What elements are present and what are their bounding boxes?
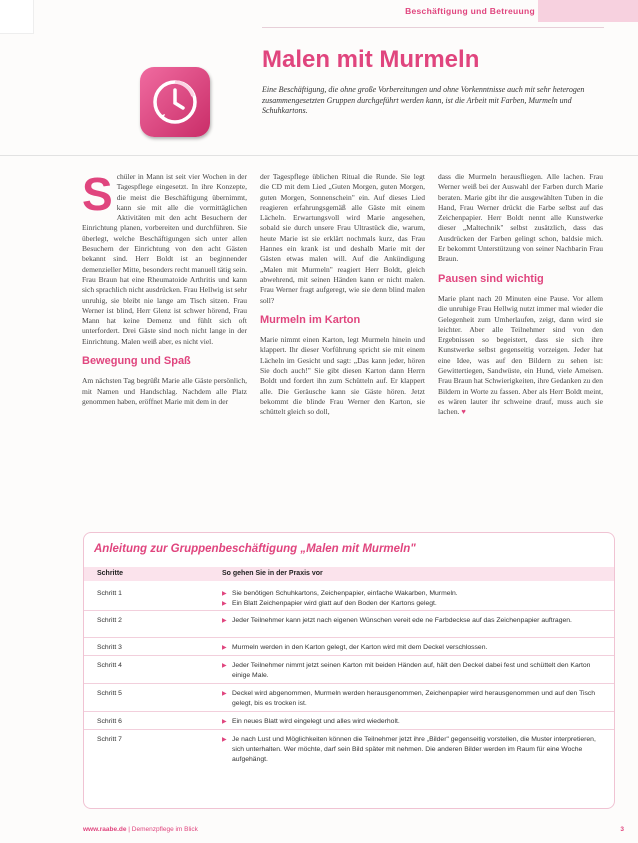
list-item: ▶ Sie benötigen Schuhkartons, Zeichenpapier, einfache Wakarben, Murmeln. (222, 589, 602, 599)
page-title: Malen mit Murmeln (262, 46, 480, 73)
step-label: Schritt 7 (97, 736, 122, 743)
row-divider (84, 655, 614, 656)
drop-cap: S (82, 168, 113, 220)
page-corner-top-left (0, 0, 34, 34)
paragraph: Marie nimmt einen Karton, legt Murmeln hinein und klappert. Ihr dieser Vorführung spricht sie mit einem Lächeln im Gesicht und sagt: „Das kann jeder, hören Sie doch auch!" Sie gibt diesen Karton dann Herrn Boldt und fordert ihn zum Schütteln auf. Er klappert alle. Die Geräusche kann sie Gäste hören. Jetzt bekommt die blinde Frau Werner den Karton, sie schüttelt gleich so doll, (260, 335, 425, 417)
subheading: Pausen sind wichtig (438, 272, 544, 285)
step-label: Schritt 3 (97, 644, 122, 651)
heart-icon: ♥ (461, 407, 466, 417)
intro-text: Eine Beschäftigung, die ohne große Vorbereitungen und ohne Vorkenntnisse auch mit sehr heterogen zusammengesetzten Gruppen durchgeführt werden kann, ist die Arbeit mit Farben, Murmeln und Schuhkartons. (262, 85, 585, 115)
step-label: Schritt 4 (97, 662, 122, 669)
row-divider (84, 610, 614, 611)
list-item: ▶ Murmeln werden in den Karton gelegt, der Karton wird mit dem Deckel verschlossen. (222, 643, 602, 653)
list-item: ▶ Deckel wird abgenommen, Murmeln werden herausgenommen, Zeichenpapier wird herausgenommen und auf den Tisch gelegt, bis es trocken ist. (222, 689, 602, 709)
page-number: 3 (620, 826, 624, 833)
paragraph: Marie plant nach 20 Minuten eine Pause. Vor allem die unruhige Frau Hellwig nutzt immer mal wieder die Gelegenheit zum Umherlaufen, zeigt, dann wird sie leichter. Aber alle Teilnehmer sind von den Ergebnissen so begeistert, dass sie sich ihre Kunstwerke selbst gegenseitig vorzeigen. Jeder hat eine Idee, was auf den Bildern zu sehen ist: Gewittertiegen, Sandwüste, ein Hund, viele Ameisen. Frau Braun hat Schwierigkeiten, ihre Gedanken zu den Bildern in Worte zu fassen. Aber als Herr Boldt meint, es wären lauter ihr schweine drauf, muss auch sie lachen. ♥ (438, 293, 603, 417)
row-divider (84, 637, 614, 638)
paragraph: Am nächsten Tag begrüßt Marie alle Gäste persönlich, mit Namen und Handschlag. Nachdem alle Platz genommen haben, eröffnet Marie mit dem in der (82, 376, 247, 406)
step-label: Schritt 5 (97, 690, 122, 697)
footer-text: | Demenzpflege im Blick (126, 826, 198, 833)
section-tag-background (538, 0, 638, 22)
paragraph: chüler in Mann ist seit vier Wochen in der Tagespflege eingesetzt. In ihre Konzepte, die meist die Beschäftigung übernimmt, kann sie mit alle die vormittäglichen Aktivitäten mit den acht Besuchern der Einrichtung planen, vorbereiten und durchführen. Sie überlegt, welche Beschäftigungen sich unter allen Besuchern der Einrichtung von den acht Gästen bekannt sind. Herr Boldt ist an beginnender demenzieller Mitte, besonders recht manuell tätig sein. Frau Braun hat eine Rheumatoide Arthritis und kann sich sprachlich nicht ausdrücken. Frau Hellwig ist sehr unruhig, sie bleibt nie lange am Tisch sitzen. Frau Werner ist blind, Herr Glenz ist schwer hörend, Frau Mann hat keine Demenz und fühlt sich oft unterfordert. Drei Gäste sind noch nicht lange in der Einrichtung. Malen weiß aber, es nicht viel. (82, 172, 247, 346)
article-column-3 (438, 172, 603, 418)
top-divider (262, 27, 604, 28)
row-divider (84, 683, 614, 684)
subheading: Bewegung und Spaß (82, 355, 191, 368)
step-label: Schritt 2 (97, 617, 122, 624)
list-item: ▶ Jeder Teilnehmer kann jetzt nach eigenen Wünschen vereit ede ne Farbdeckse auf das Zeichenpapier auftragen. (222, 616, 602, 626)
header-divider (0, 155, 638, 156)
column-header-practice: So gehen Sie in der Praxis vor (222, 570, 323, 577)
subheading: Murmeln im Karton (260, 313, 361, 326)
clock-icon (140, 67, 210, 137)
list-item: ▶ Ein Blatt Zeichenpapier wird glatt auf den Boden der Kartons gelegt. (222, 599, 602, 609)
list-item: ▶ Je nach Lust und Möglichkeiten können die Teilnehmer jetzt ihre „Bilder" gegenseitig vorstellen, die Muster interpretieren, sich unterhalten. Wer möchte, darf sein Bild später mit nehmen. Die anderen Bilder werden im Raum für eine Woche aufgehängt. (222, 735, 602, 765)
article-column-2 (260, 172, 425, 418)
list-item: ▶ Ein neues Blatt wird eingelegt und alles wird wiederholt. (222, 717, 602, 727)
table-header (84, 567, 614, 581)
paragraph: dass die Murmeln herausfliegen. Alle lachen. Frau Werner weiß bei der Auswahl der Farben durch Marie beraten. Marie gibt ihr die ausgewählten Tuben in die Hand, Frau Werner drückt die Farbe selbst auf das Zeichenpapier. Herr Boldt nennt alle Kunstwerke dieser „Maltechnik" selbst zusätzlich, dass das Ausdrücken der Farben gelingt schon, baldsie mich. Er bekommt Unterstützung von seiner Nachbarin Frau Braun. (438, 172, 603, 264)
footer-url: www.raabe.de (83, 826, 127, 833)
section-label: Beschäftigung und Betreuung (405, 6, 535, 16)
article-column-1 (82, 168, 247, 407)
column-header-steps: Schritte (97, 570, 124, 577)
list-item: ▶ Jeder Teilnehmer nimmt jetzt seinen Karton mit beiden Händen auf, hält den Deckel dabei fest und schüttelt den Karton einige Male. (222, 661, 602, 681)
step-label: Schritt 1 (97, 590, 122, 597)
table-title: Anleitung zur Gruppenbeschäftigung „Malen mit Murmeln" (94, 543, 416, 555)
paragraph: der Tagespflege üblichen Ritual die Runde. Sie legt die CD mit dem Lied „Guten Morgen, guten Morgen, guten Morgen, Sonnenschein" ein. Auf dieses Lied reagieren erfahrungsgemäß alle Gäste mit einem Lächeln. Erwartungsvoll wird Marie angesehen, sobald sie durch unsere Frau Ultrastück die, warum, heute Marie ist sie erklärt nochmals kurz, das Frau Hannes ein krank ist und deshalb Marie mit der Gästen etwas malen will. Auf die Ankündigung „Malen mit Murmeln" reagiert Herr Boldt, gleich abwehrend, mit seinen Händen kann er nicht malen. Frau Werner fragt aufgeregt, wie sie denn blind malen soll? (260, 172, 425, 305)
row-divider (84, 711, 614, 712)
instruction-table (83, 532, 615, 809)
step-label: Schritt 6 (97, 718, 122, 725)
footer (83, 826, 198, 833)
row-divider (84, 729, 614, 730)
